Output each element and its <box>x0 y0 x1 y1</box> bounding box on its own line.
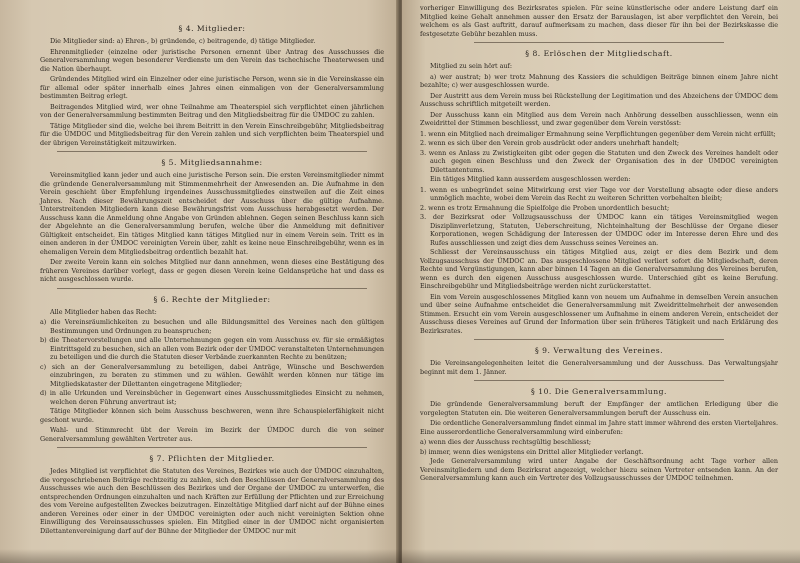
paragraph: Jedes Mitglied ist verpflichtet die Statuten des Vereines, Bezirkes wie auch der ÚMDOC einzuhalten, die vorgeschriebenen Beiträge rechtzeitig zu zahlen, sich den Beschlüssen der Generalversammlung des Ausschusses wie auch den Beschlüssen des Bezirkes und der Organe der ÚMDOC zu unterwerfen, die entsprechenden Ordnungen einzuhalten und nach Kräften zur Erfüllung der Pflichten und zur Erreichung des vom Vereine aufgestellten Zweckes beizutragen. Einzeltätige Mitglied darf nicht auf der Bühne eines anderen Vereines oder einer in der ÚMDOC vereinigten oder auch nicht vereinigten Sektion ohne Einwilligung des Vereinsausschusses spielen. Ein Mitglied einer in der ÚMDOC nicht organisierten Dilettantenvereinigung darf auf der Bühne der Mitglieder der ÚMDOC nur mit <box>40 467 384 535</box>
list-item: 2. wenn es sich über den Verein grob ausdrückt oder anders unehrhaft handelt; <box>420 139 680 147</box>
section-9 <box>420 346 778 376</box>
paragraph: vorheriger Einwilligung des Bezirksrates spielen. Für seine künstlerische oder andere Leistung darf ein Mitglied keine Gehalt annehmen ausser den Ersatz der Barauslagen, ist aber verpflichtet den Verein, bei welchem es als Gast auftritt, darauf aufmerksam zu machen, dass dieser für ihn bei der Bezirkskasse die festgesetzte Gebühr bezahlen muss. <box>420 4 778 38</box>
section-divider <box>474 339 725 340</box>
right-page <box>402 0 800 563</box>
paragraph: Der Austritt aus dem Verein muss bei Rückstellung der Legitimation und des Abzeichens der ÚMDOC dem Ausschuss schriftlich mitgeteilt werden. <box>420 91 778 108</box>
paragraph: Tätige Mitglieder sind die, welche bei ihrem Beitritt in den Verein Einschreibgebühr, Mitgliedsbeitrag für die ÚMDOC und Mitgliedsbeitrag für den Verein zahlen und sich verpflichten beim Theaterspiel und der übrigen Vereinstätigkeit mitzuwirken. <box>40 121 384 147</box>
list-item: 3. der Bezirksrat oder Vollzugsausschuss der ÚMDOC kann ein tätiges Vereinsmitglied wegen Disziplinverletzung, Statuten, Ueberschreitung, Nichteinhaltung der Beschlüsse der Organe dieser Korporationen, wegen Schädigung der Interessen der ÚMDOC oder im Interesse deren Ehre und des Rufes ausschliessen und zeigt dies dem Ausschuss seines Vereines an. <box>420 213 778 247</box>
section-10 <box>420 387 778 483</box>
paragraph: Beitragendes Mitglied wird, wer ohne Teilnahme am Theaterspiel sich verpflichtet einen jährlichen von der Generalversammlung bestimmten Beitrag und den Mitgliedsbeitrag für die ÚMDOC zu zahlen. <box>40 102 384 119</box>
paragraph: Die Mitglieder sind: a) Ehren-, b) gründende, c) beitragende, d) tätige Mitglieder. <box>50 37 316 45</box>
paragraph: Alle Mitglieder haben das Recht: <box>50 307 157 316</box>
paragraph: Ehrenmitglieder (einzelne oder juristische Personen ernennt über Antrag des Ausschusses die Generalversammlung wegen besonderer Verdienste um den Verein das tschechische Theaterwesen und die Nation überhaupt. <box>40 47 384 73</box>
section-8-heading: § 8. Erlöschen der Mitgliedschaft. <box>525 49 673 58</box>
section-10-heading: § 10. Die Generalversammlung. <box>531 387 667 396</box>
paragraph: Mitglied zu sein hört auf: <box>430 62 513 70</box>
section-divider <box>57 151 367 152</box>
list-item: d) in alle Urkunden und Vereinsbücher in Gegenwart eines Ausschussmitgliedes Einsicht zu nehmen, welchen deren Führung anvertraut ist; <box>40 389 384 406</box>
paragraph: a) wer austrat; b) wer trotz Mahnung des Kassiers die schuldigen Beiträge binnen einem Jahre nicht bezahlte; c) wer ausgeschlossen wurde. <box>420 72 778 89</box>
paragraph: Ein vom Verein ausgeschlossenes Mitglied kann von neuem um Aufnahme in demselben Verein ansuchen und über seine Aufnahme entscheidet die Generalversammlung mit Zweidrittelmehrheit der anwesenden Stimmen. Ersucht ein vom Verein ausgeschlossener um Aufnahme in einem anderen Verein, entscheidet der Ausschuss dieses Vereines auf Grund der Information über sein früheres Tätigkeit und nach Erklärung des Bezirksrates. <box>420 292 778 335</box>
list-item: b) immer, wenn dies wenigstens ein Drittel aller Mitglieder verlangt. <box>420 447 644 456</box>
paragraph: Schliesst der Vereinsausschuss ein tätiges Mitglied aus, zeigt er dies dem Bezirk und dem Vollzugsausschuss der ÚMDOC an. Das ausgeschlossene Mitglied verliert sofort die Mitgliedschaft, deren Rechte und Vergünstigungen, kann aber binnen 14 Tagen an die Generalversammlung des Vereines berufen, wenn es durch den eigenen Ausschuss ausgeschlossen wurde. Unterschied gibt es keine Berufung. Einschreibgebühr und Mitgliedsbeiträge werden nicht zurückerstattet. <box>420 248 778 290</box>
section-divider <box>57 288 367 289</box>
section-divider <box>57 447 367 448</box>
list-item: b) die Theatervorstellungen und alle Unternehmungen gegen ein vom Ausschuss ev. für sie ermäßigtes Eintrittsgeld zu besuchen, sich an allen vom Bezirk oder der ÚMDOC veranstalteten Unternehmungen zu beteiligen und die durch die Statuten dieser Verbände zuerkannten Rechte zu benützen; <box>40 336 384 361</box>
list-item: 1. wenn ein Mitglied nach dreimaliger Ermahnung seine Verpflichtungen gegenüber dem Verein nicht erfüllt; <box>420 129 776 138</box>
paragraph: Die Vereinsangelegenheiten leitet die Generalversammlung und der Ausschuss. Das Verwaltungsjahr beginnt mit dem 1. Jänner. <box>420 359 778 376</box>
paragraph: Jede Generalversammlung wird unter Angabe der Geschäftsordnung acht Tage vorher allen Vereinsmitgliedern und dem Bezirksrat angezeigt, welcher hiezu seinen Vertreter entsenden kann. An der Generalversammlung kann auch ein Vertreter des Vollzugsausschusses der ÚMDOC teilnehmen. <box>420 457 778 482</box>
paragraph: Der Ausschuss kann ein Mitglied aus dem Verein nach Anhörung desselben ausschliessen, wenn ein Zweidrittel der Stimmen beschliesst, und zwar gegenüber dem Verein verstösst: <box>420 110 778 127</box>
list-item: a) wenn dies der Ausschuss rechtsgültig beschliesst; <box>420 438 592 446</box>
paragraph: Die gründende Generalversammlung beruft der Empfänger der amtlichen Erledigung über die vorgelegten Statuten ein. Die weiteren Generalversammlungen beruft der Ausschuss ein. <box>420 400 778 417</box>
section-5-heading: § 5. Mitgliedsannahme: <box>161 158 263 167</box>
list-item: c) sich an der Generalversammlung zu beteiligen, dabei Anträge, Wünsche und Beschwerden einzubringen, zu beraten zu stimmen und zu wählen. Gewählt werden können nur tätige im Mitgliedskataster der Dilettanten eingetragene Mitglieder; <box>40 362 384 388</box>
faded-stamp-watermark <box>70 25 398 69</box>
section-7-heading: § 7. Pflichten der Mitglieder. <box>149 454 275 463</box>
paragraph: Tätige Mitglieder können sich beim Ausschuss beschweren, wenn ihre Schauspielerfähigkeit nicht geschont wurde. <box>40 407 384 424</box>
paragraph: Der zweite Verein kann ein solches Mitglied nur dann annehmen, wenn dieses eine Bestätigung des früheren Vereines darüber vorlegt, dass er gegen diesen Verein keine Geldansprüche hat und dass es nicht ausgeschlossen wurde. <box>40 258 384 283</box>
page-bottom-shadow <box>0 549 800 563</box>
section-7 <box>40 454 384 535</box>
section-5 <box>40 158 384 284</box>
section-4-heading: § 4. Mitglieder: <box>178 24 246 33</box>
list-item: 2. wenn es trotz Ermahnung die Spielfolge die Proben unordentlich besucht; <box>420 203 670 212</box>
paragraph: Wahl- und Stimmrecht übt der Verein im Bezirk der ÚMDOC durch die von seiner Generalversammlung gewählten Vertreter aus. <box>40 426 384 443</box>
paragraph: Gründendes Mitglied wird ein Einzelner oder eine juristische Person, wenn sie in die Vereinskasse ein für allemal oder später innerhalb eines Jahres einen einmaligen von der Generalversammlung bestimmten Beitrag erlegt. <box>40 75 384 100</box>
list-item: 3. wenn es Anlass zu Zwistigkeiten gibt oder gegen die Statuten und den Zweck des Vereines handelt oder auch gegen einen Beschluss und den Zweck der Organisation des in der ÚMDOC vereinigten Dilettantentums. <box>420 148 778 174</box>
section-6 <box>40 295 384 444</box>
left-page <box>0 0 398 563</box>
paragraph: Die ordentliche Generalversammlung findet einmal im Jahre statt immer während des ersten Vierteljahres. Eine ausserordentliche Generalversammlung wird einberufen: <box>420 419 778 436</box>
section-divider <box>474 380 725 381</box>
section-divider <box>474 42 725 43</box>
section-6-heading: § 6. Rechte der Mitglieder: <box>153 294 271 304</box>
paragraph: Vereinsmitglied kann jeder und auch eine juristische Person sein. Die ersten Vereinsmitglieder nimmt die gründende Generalversammlung mit Stimmenmehrheit der Anwesenden an. Die Aufnahme in den Verein geschieht über Empfehlung irgendeines Ausschussmitgliedes einstweilen auf die Zeit eines Jahres. Nach dieser Bewährungszeit entscheidet der Ausschuss über die gültige Aufnahme. Unterstreitenden Mitgliedern kann diese Bewährungsfrist vom Ausschuss herabgesetzt werden. Der Ausschuss kann die Anmeldung ohne Angabe von Gründen ablehnen. Gegen seinen Beschluss kann sich der Abgelehnte an die Generalversammlung berufen, welche über die Anmeldung mit definitiver Gültigkeit entscheidet. Ein tätiges Mitglied kann tätiges Mitglied nur in einem Verein sein. Tritt es in einen anderen in der ÚMDOC vereinigten Verein über, zahlt es keine neue Einschreibgebühr, wenn es in ehemaligen Verein dem Mitgliedsbeitrag ordentlich bezahlt hat. <box>40 171 384 256</box>
section-8 <box>420 49 778 335</box>
list-item: a) die Vereinsräumlichkeiten zu besuchen und alle Bildungsmittel des Vereines nach den gültigen Bestimmungen und Ordnungen zu beanspruchen; <box>40 318 384 335</box>
paragraph: Ein tätiges Mitglied kann ausserdem ausgeschlossen werden: <box>430 175 631 183</box>
list-item: 1. wenn es unbegründet seine Mitwirkung erst vier Tage vor der Vorstellung absagte oder diese anders unmöglich machte, wobei dem Verein das Recht zu weiteren Schritten vorbehalten bleibt; <box>420 185 778 202</box>
section-9-heading: § 9. Verwaltung des Vereines. <box>534 346 664 355</box>
